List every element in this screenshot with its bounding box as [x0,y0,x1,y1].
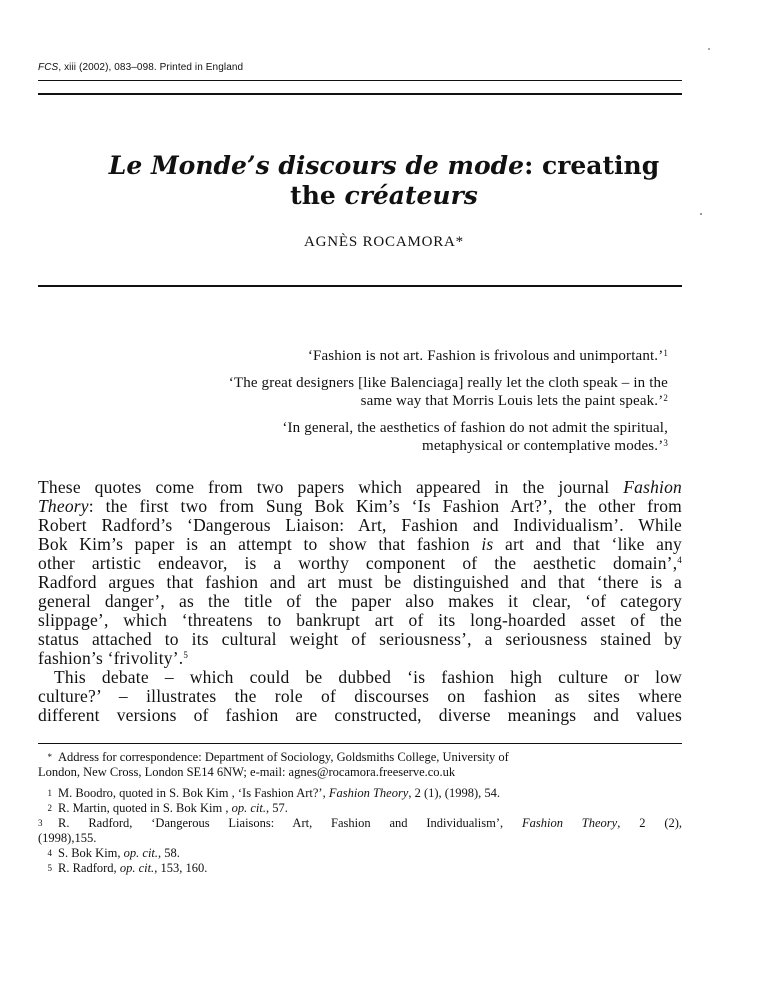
scan-speck [700,213,702,215]
epigraph-3-line-2: metaphysical or contemplative modes.’$^3$ [422,438,668,454]
footnote-ref: 3 [663,438,668,448]
footnote-rule [38,743,682,744]
body-line: Bok Kim’s paper is an attempt to show that fashion is art and that ‘like any [38,534,683,554]
footnote-number: 5 [47,863,52,873]
body-line: Theory: the first two from Sung Bok Kim’s ‘Is Fashion Art?’, the other from [38,496,682,516]
footnote-5: 5 R. Radford, op. cit., 153, 160. [38,861,207,876]
footnote-2: 2 R. Martin, quoted in S. Bok Kim , op. cit., 57. [38,801,288,816]
body-line: different versions of fashion are constructed, diverse meanings and values [38,705,682,725]
body-line: These quotes come from two papers which appeared in the journal Fashion [38,477,682,497]
running-head [38,62,243,73]
body-line: This debate – which could be dubbed ‘is fashion high culture or low [54,667,682,687]
header-rule-thin [38,80,682,81]
title-plain-part: the [290,181,345,210]
body-line: culture?’ – illustrates the role of discourses on fashion as sites where [38,686,682,706]
title-block-rule [38,285,682,287]
footnote-number: 1 [47,788,52,798]
journal-abbrev: FCS [38,62,59,73]
footnote-4: 4 S. Bok Kim, op. cit., 58. [38,846,180,861]
footnote-ref: 1 [663,348,668,358]
footnote-number: 4 [47,848,52,858]
article-title-line-1 [0,150,768,181]
body-line: general danger’, as the title of the paper also makes it clear, ‘of category [38,591,682,611]
epigraph-1: ‘Fashion is not art. Fashion is frivolous and unimportant.’$^1$ [307,348,668,364]
author-name: AGNÈS ROCAMORA* [304,234,464,250]
epigraph-2-line-2: same way that Morris Louis lets the paint speak.’$^2$ [360,393,668,409]
article-title-line-2 [0,180,768,211]
body-line: slippage’, which ‘threatens to bankrupt art of its long-hoarded asset of the [38,610,682,630]
footnote-marker: * [47,752,52,762]
footnote-3: 3 R. Radford, ‘Dangerous Liaisons: Art, Fashion and Individualism’, Fashion Theory, 2 (2), [38,816,683,830]
footnote-1: 1 M. Boodro, quoted in S. Bok Kim , ‘Is Fashion Art?’, Fashion Theory, 2 (1), (1998), 54. [38,786,500,801]
body-line: Robert Radford’s ‘Dangerous Liaison: Art, Fashion and Individualism’. While [38,515,682,535]
title-plain-part: : creating [524,151,660,180]
footnote-ref: 5 [183,650,189,660]
footnote-3-line-2: (1998),155. [38,831,97,845]
journal-citation: , xiii (2002), 083–098. Printed in England [58,62,244,73]
epigraph-2-line-1: ‘The great designers [like Balenciaga] really let the cloth speak – in the [228,375,668,391]
footnote-ref: 2 [663,393,668,403]
title-italic-part: créateurs [344,181,478,210]
body-line: fashion’s ‘frivolity’.$^5$ [38,648,189,668]
footnote-number: 3 [38,818,43,828]
footnote-number: 2 [47,803,52,813]
footnote-correspondence: * Address for correspondence: Department of Sociology, Goldsmiths College, University of [38,750,682,765]
header-rule-thick [38,93,682,95]
body-line: status attached to its cultural weight of seriousness’, a seriousness stained by [38,629,682,649]
footnote-correspondence-line-2: London, New Cross, London SE14 6NW; e-mail: agnes@rocamora.freeserve.co.uk [38,765,456,779]
title-italic-part: Le Monde’s discours de mode [108,151,525,180]
scan-speck [708,48,710,50]
epigraph-3-line-1: ‘In general, the aesthetics of fashion do not admit the spiritual, [282,420,668,436]
body-line: other artistic endeavor, is a worthy component of the aesthetic domain’,$^4$ [38,553,682,573]
footnote-ref: 4 [677,555,682,565]
body-line: Radford argues that fashion and art must be distinguished and that ‘there is a [38,572,682,592]
